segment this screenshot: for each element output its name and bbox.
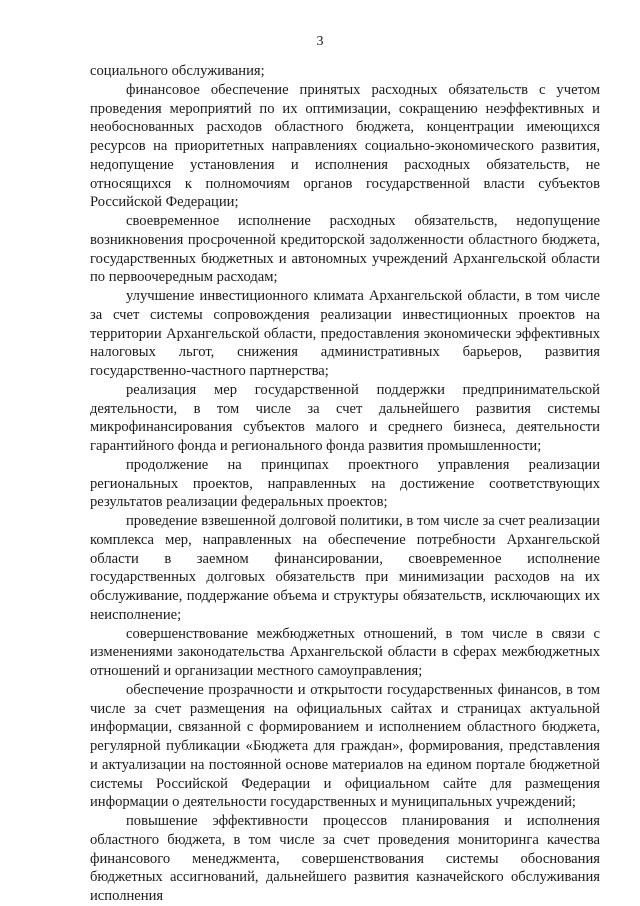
paragraph-transparency: обеспечение прозрачности и открытости государственных финансов, в том числе за счет размещения на официальных сайтах и страницах актуальной информации, связанной с формированием и исполнением областного бюджета, регулярной публикации «Бюджета для граждан», формирования, представления и актуализации на постоянной основе материалов на едином портале бюджетной системы Российской Федерации и официальном сайте для размещения информации о деятельности государственных и муниципальных учреждений; bbox=[90, 681, 600, 811]
paragraph-regional-projects: продолжение на принципах проектного управления реализации региональных проектов, направленных на достижение соответствующих результатов реализации федеральных проектов; bbox=[90, 456, 600, 511]
paragraph-debt-policy: проведение взвешенной долговой политики, в том числе за счет реализации комплекса мер, направленных на обеспечение потребности Архангельской области в заемном финансировании, своевременное исполнение государственных долговых обязательств при минимизации расходов на их обслуживание, поддержание объема и структуры обязательств, исключающих их неисполнение; bbox=[90, 513, 600, 623]
paragraph-timely-execution: своевременное исполнение расходных обязательств, недопущение возникновения просроченной кредиторской задолженности областного бюджета, государственных бюджетных и автономных учреждений Архангельской области по первоочередным расходам; bbox=[90, 213, 600, 286]
paragraph-business-support: реализация мер государственной поддержки предпринимательской деятельности, в том числе за счет дальнейшего развития системы микрофинансирования субъектов малого и среднего бизнеса, деятельности гарантийного фонда и регионального фонда развития промышленности; bbox=[90, 381, 600, 454]
paragraph-interbudget-relations: совершенствование межбюджетных отношений, в том числе в связи с изменениями законодательства Архангельской области в сферах межбюджетных отношений и организации местного самоуправления; bbox=[90, 625, 600, 679]
paragraph-investment-climate: улучшение инвестиционного климата Архангельской области, в том числе за счет системы сопровождения реализации инвестиционных проектов на территории Архангельской области, предоставления экономически эффективных налоговых льгот, снижения административных барьеров, развития государственно-частного партнерства; bbox=[90, 288, 600, 379]
paragraph-financial-support: финансовое обеспечение принятых расходных обязательств с учетом проведения мероприятий по их оптимизации, сокращению неэффективных и необоснованных расходов областного бюджета, концентрации имеющихся ресурсов на приоритетных направлениях социально-экономического развития, недопущение установления и исполнения расходных обязательств, не относящихся к полномочиям органов государственной власти субъектов Российской Федерации; bbox=[90, 81, 600, 211]
paragraph-planning-efficiency: повышение эффективности процессов планирования и исполнения областного бюджета, в том числе за счет проведения мониторинга качества финансового менеджмента, совершенствования системы обоснования бюджетных ассигнований, дальнейшего развития казначейского обслуживания исполнения bbox=[90, 813, 600, 904]
page-number: 3 bbox=[316, 34, 324, 49]
document-body bbox=[90, 62, 600, 906]
paragraph-continuation: социального обслуживания; bbox=[90, 63, 265, 79]
